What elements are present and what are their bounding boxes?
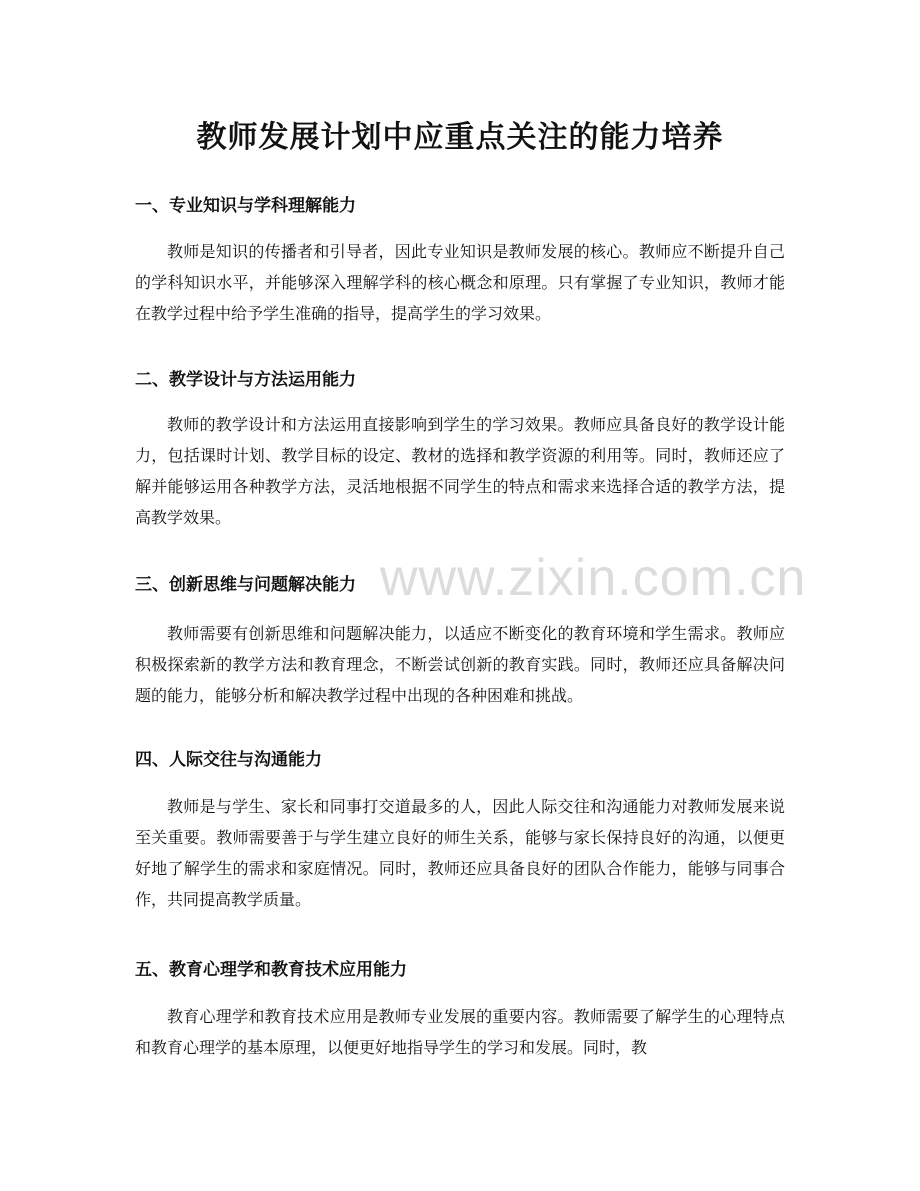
section-body-5: 教育心理学和教育技术应用是教师专业发展的重要内容。教师需要了解学生的心理特点和教育心理学的基本原理，以便更好地指导学生的学习和发展。同时，教 [135, 1007, 785, 1057]
section-heading-1: 一、专业知识与学科理解能力 [135, 196, 356, 216]
section-body-1: 教师是知识的传播者和引导者，因此专业知识是教师发展的核心。教师应不断提升自己的学科知识水平，并能够深入理解学科的核心概念和原理。只有掌握了专业知识，教师才能在教学过程中给予学生准确的指导，提高学生的学习效果。 [135, 242, 785, 323]
section-body-4: 教师是与学生、家长和同事打交道最多的人，因此人际交往和沟通能力对教师发展来说至关重要。教师需要善于与学生建立良好的师生关系，能够与家长保持良好的沟通，以便更好地了解学生的需求和家庭情况。同时，教师还应具备良好的团队合作能力，能够与同事合作，共同提高教学质量。 [135, 797, 785, 909]
section-heading-2: 二、教学设计与方法运用能力 [135, 370, 356, 390]
watermark-text: www.zixin.com.cn [380, 549, 807, 607]
section-heading-5: 五、教育心理学和教育技术应用能力 [135, 960, 407, 980]
section-body-2: 教师的教学设计和方法运用直接影响到学生的学习效果。教师应具备良好的教学设计能力，包括课时计划、教学目标的设定、教材的选择和教学资源的利用等。同时，教师还应了解并能够运用各种教学方法，灵活地根据不同学生的特点和需求来选择合适的教学方法，提高教学效果。 [135, 415, 785, 527]
document-title: 教师发展计划中应重点关注的能力培养 [196, 120, 724, 155]
section-body-3: 教师需要有创新思维和问题解决能力，以适应不断变化的教育环境和学生需求。教师应积极探索新的教学方法和教育理念，不断尝试创新的教育实践。同时，教师还应具备解决问题的能力，能够分析和解决教学过程中出现的各种困难和挑战。 [135, 624, 785, 705]
section-heading-3: 三、创新思维与问题解决能力 [135, 575, 356, 595]
section-heading-4: 四、人际交往与沟通能力 [135, 750, 322, 770]
